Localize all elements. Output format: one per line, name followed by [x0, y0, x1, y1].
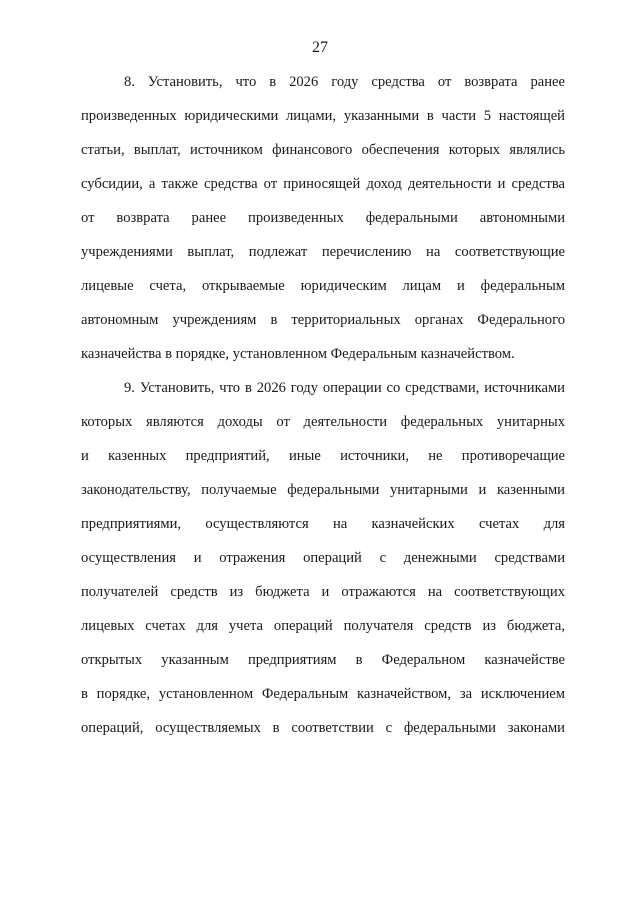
text-line: законодательству, получаемые федеральными унитарными и казенными [81, 482, 565, 498]
text-line: 8. Установить, что в 2026 году средства от возврата ранее [124, 74, 565, 90]
text-line: произведенных юридическими лицами, указанными в части 5 настоящей [81, 108, 565, 124]
text-line: получателей средств из бюджета и отражаются на соответствующих [81, 584, 565, 600]
text-line: автономным учреждениям в территориальных органах Федерального [81, 312, 565, 328]
text-line: в порядке, установленном Федеральным казначейством, за исключением [81, 686, 565, 702]
text-line: от возврата ранее произведенных федеральными автономными [81, 210, 565, 226]
text-line: статьи, выплат, источником финансового обеспечения которых являлись [81, 142, 565, 158]
text-line: открытых указанным предприятиям в Федеральном казначействе [81, 652, 565, 668]
page-number: 27 [312, 39, 328, 56]
text-line: 9. Установить, что в 2026 году операции со средствами, источниками [124, 380, 565, 396]
text-line: предприятиями, осуществляются на казначейских счетах для [81, 516, 565, 532]
text-line: лицевых счетах для учета операций получателя средств из бюджета, [81, 618, 565, 634]
text-line: и казенных предприятий, иные источники, не противоречащие [81, 448, 565, 464]
paragraph-9 [81, 379, 565, 753]
text-line: учреждениями выплат, подлежат перечислению на соответствующие [81, 244, 565, 260]
text-line: которых являются доходы от деятельности федеральных унитарных [81, 414, 565, 430]
text-line: осуществления и отражения операций с денежными средствами [81, 550, 565, 566]
text-line: казначейства в порядке, установленном Федеральным казначейством. [81, 346, 515, 362]
paragraph-8 [81, 73, 565, 379]
text-line: операций, осуществляемых в соответствии с федеральными законами [81, 720, 565, 736]
document-body [81, 73, 565, 753]
text-line: лицевые счета, открываемые юридическим лицам и федеральным [81, 278, 565, 294]
text-line: субсидии, а также средства от приносящей доход деятельности и средства [81, 176, 565, 192]
